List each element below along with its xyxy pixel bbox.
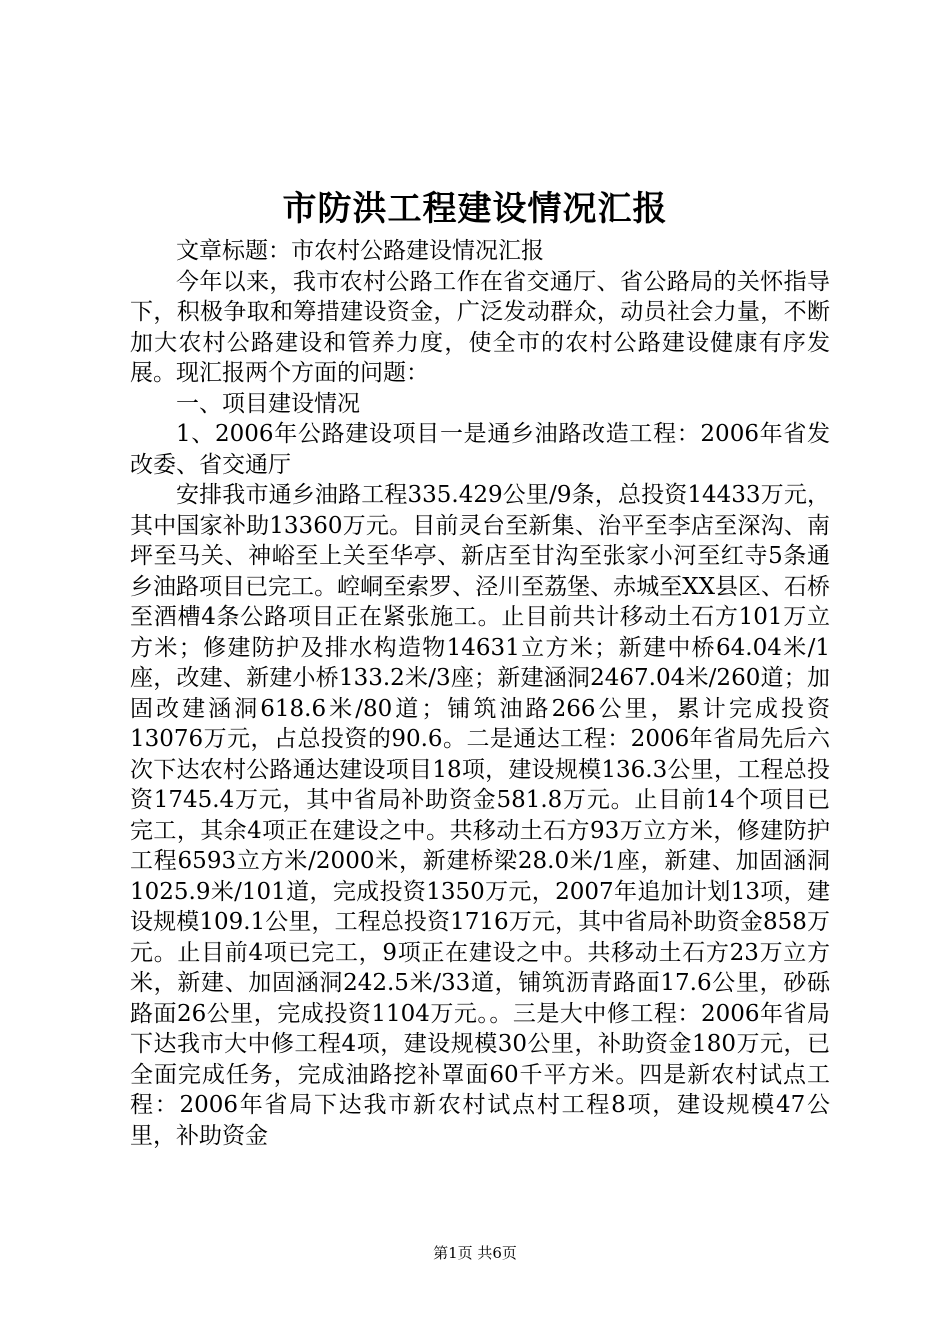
- page-footer: 第1页 共6页: [433, 1244, 517, 1262]
- document-title: 市防洪工程建设情况汇报: [282, 189, 668, 229]
- section-heading: 一、项目建设情况: [176, 390, 360, 417]
- article-title-line: 文章标题：市农村公路建设情况汇报: [176, 238, 544, 264]
- intro-paragraph: 今年以来，我市农村公路工作在省交通厅、省公路局的关怀指导下，积极争取和筹措建设资金，广泛发动群众，动员社会力量，不断加大农村公路建设和管养力度，使全市的农村公路建设健康有序发展。现汇报两个方面的问题：: [130, 268, 830, 386]
- item-paragraph: 1、2006年公路建设项目一是通乡油路改造工程：2006年省发改委、省交通厅: [130, 421, 830, 478]
- document-body: [130, 236, 830, 1151]
- detail-paragraph: 安排我市通乡油路工程335.429公里/9条，总投资14433万元，其中国家补助13360万元。目前灵台至新集、治平至李店至深沟、南坪至马关、神峪至上关至华亭、新店至甘沟至张家小河至红寺5条通乡油路项目已完工。崆峒至索罗、泾川至荔堡、赤城至XX县区、石桥至酒槽4条公路项目正在紧张施工。止目前共计移动土石方101万立方米；修建防护及排水构造物14631立方米；新建中桥64.04米/1座，改建、新建小桥133.2米/3座；新建涵洞2467.04米/260道；加固改建涵洞618.6米/80道；铺筑油路266公里，累计完成投资13076万元，占总投资的90.6。二是通达工程：2006年省局先后六次下达农村公路通达建设项目18项，建设规模136.3公里，工程总投资1745.4万元，其中省局补助资金581.8万元。止目前14个项目已完工，其余4项正在建设之中。共移动土石方93万立方米，修建防护工程6593立方米/2000米，新建桥梁28.0米/1座，新建、加固涵洞1025.9米/101道，完成投资1350万元，2007年追加计划13项，建设规模109.1公里，工程总投资1716万元，其中省局补助资金858万元。止目前4项已完工，9项正在建设之中。共移动土石方23万立方米，新建、加固涵洞242.5米/33道，铺筑沥青路面17.6公里，砂砾路面26公里，完成投资1104万元。。三是大中修工程：2006年省局下达我市大中修工程4项，建设规模30公里，补助资金180万元，已全面完成任务，完成油路挖补罩面60千平方米。四是新农村试点工程：2006年省局下达我市新农村试点村工程8项，建设规模47公里，补助资金: [130, 482, 830, 1149]
